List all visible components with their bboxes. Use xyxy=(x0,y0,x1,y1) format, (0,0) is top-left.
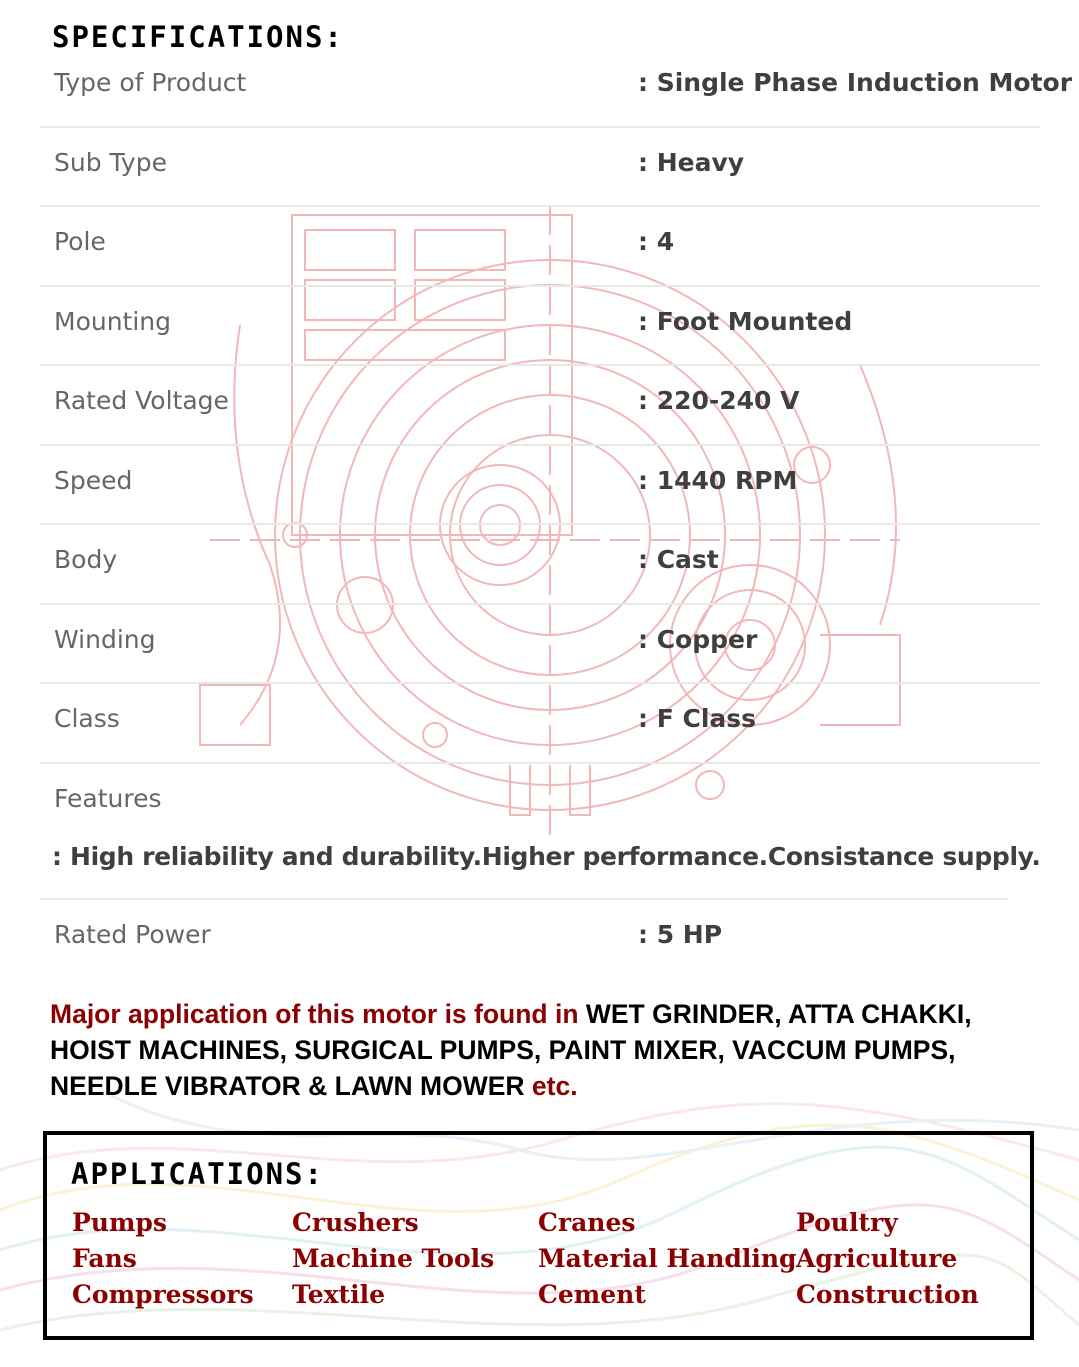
application-item: Agriculture xyxy=(796,1244,958,1273)
spec-row-body xyxy=(40,525,1040,605)
spec-value: : 5 HP xyxy=(638,920,723,949)
major-application-list: WET GRINDER, ATTA CHAKKI, HOIST MACHINES, SURGICAL PUMPS, PAINT MIXER, VACCUM PUMPS, NEEDLE VIBRATOR & LAWN MOWER xyxy=(50,999,972,1101)
application-item: Compressors xyxy=(72,1280,254,1309)
major-application-intro: Major application of this motor is found in xyxy=(50,999,586,1029)
application-item: Construction xyxy=(796,1280,979,1309)
application-item: Poultry xyxy=(796,1208,898,1237)
spec-label: Rated Power xyxy=(54,920,211,949)
applications-box xyxy=(43,1131,1034,1340)
application-item: Cranes xyxy=(538,1208,636,1237)
spec-label: Pole xyxy=(54,227,106,256)
spec-value: : 4 xyxy=(638,227,675,256)
spec-value: : 220-240 V xyxy=(638,386,800,415)
spec-value: : Cast xyxy=(638,545,719,574)
applications-column-4 xyxy=(796,1205,979,1313)
application-item: Material Handling xyxy=(538,1244,797,1273)
spec-value: : Single Phase Induction Motor xyxy=(638,68,1073,97)
major-application-text xyxy=(50,996,1050,1104)
spec-label: Type of Product xyxy=(54,68,247,97)
spec-label: Features xyxy=(54,783,162,813)
spec-row-subtype xyxy=(40,128,1040,208)
application-item: Cement xyxy=(538,1280,646,1309)
spec-label: Sub Type xyxy=(54,147,167,177)
spec-row-voltage xyxy=(40,366,1040,446)
major-application-suffix: etc. xyxy=(524,1071,578,1101)
specifications-table xyxy=(40,48,1073,841)
spec-row-rated-power xyxy=(40,900,1040,970)
spec-value: : Copper xyxy=(638,624,758,654)
spec-row-features xyxy=(40,764,1040,842)
features-value: : High reliability and durability.Higher performance.Consistance supply. xyxy=(52,842,1041,871)
spec-label: Winding xyxy=(54,624,156,654)
application-item: Machine Tools xyxy=(292,1244,495,1273)
applications-column-3 xyxy=(538,1205,797,1313)
spec-label: Body xyxy=(54,545,118,574)
spec-label: Speed xyxy=(54,465,133,495)
applications-column-2 xyxy=(292,1205,494,1313)
spec-row-pole xyxy=(40,207,1040,287)
application-item: Pumps xyxy=(72,1208,167,1237)
applications-column-1 xyxy=(72,1205,254,1313)
specifications-heading: SPECIFICATIONS: xyxy=(52,20,344,54)
spec-row-mounting xyxy=(40,287,1040,367)
spec-label: Class xyxy=(54,704,120,733)
spec-value: : Foot Mounted xyxy=(638,306,853,336)
spec-value: : Heavy xyxy=(638,147,745,177)
applications-heading: APPLICATIONS: xyxy=(71,1157,324,1191)
spec-row-class xyxy=(40,684,1040,764)
spec-row-speed xyxy=(40,446,1040,526)
spec-value: : F Class xyxy=(638,704,757,733)
spec-row-type xyxy=(40,48,1073,128)
spec-row-winding xyxy=(40,605,1040,685)
application-item: Fans xyxy=(72,1244,137,1273)
spec-label: Mounting xyxy=(54,306,172,336)
application-item: Textile xyxy=(292,1280,385,1309)
application-item: Crushers xyxy=(292,1208,419,1237)
spec-value: : 1440 RPM xyxy=(638,465,798,495)
spec-label: Rated Voltage xyxy=(54,386,229,415)
